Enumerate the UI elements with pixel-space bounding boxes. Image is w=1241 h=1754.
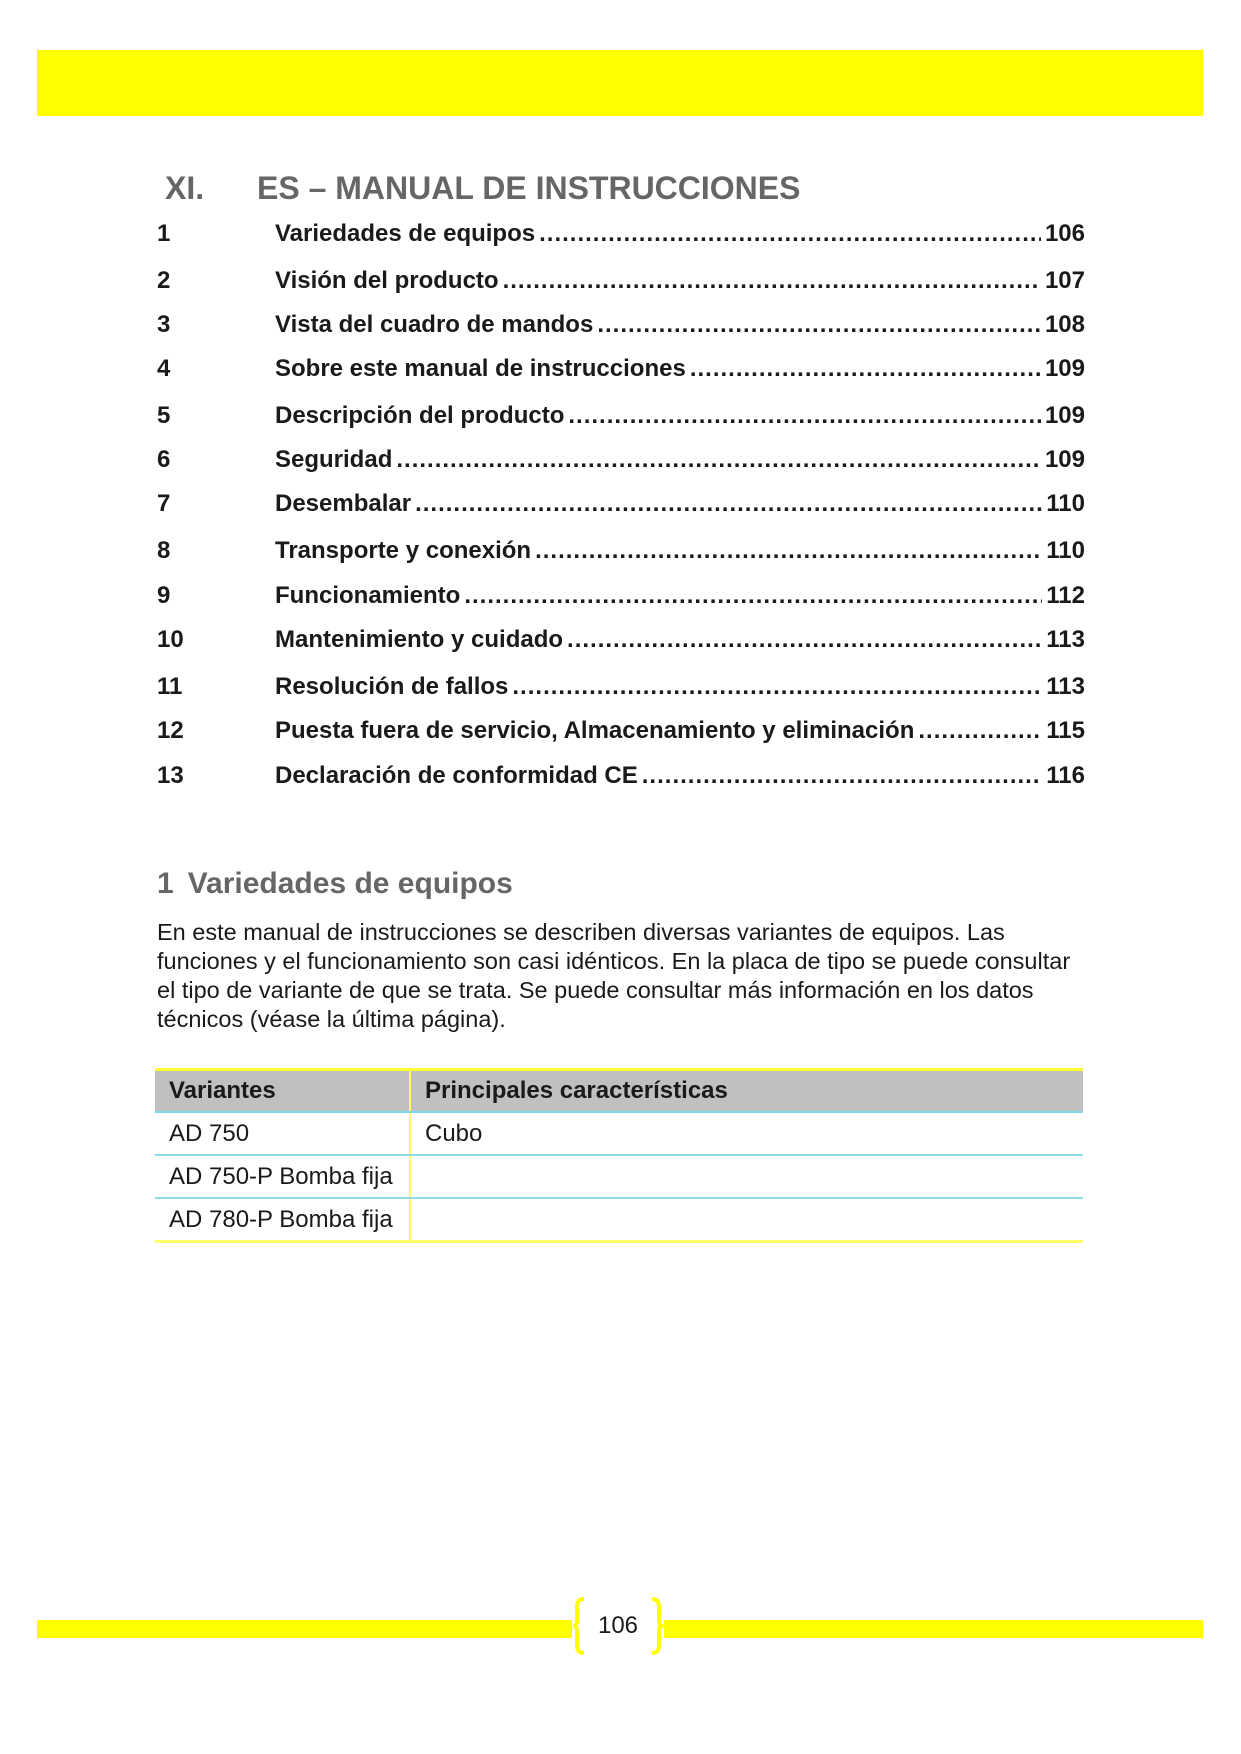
- toc-dot-leader: [597, 311, 1041, 339]
- toc-entry-title: Seguridad: [275, 446, 393, 473]
- toc-dot-leader: [642, 762, 1043, 790]
- variants-table: [155, 1068, 1083, 1243]
- toc-entry[interactable]: [157, 717, 1085, 747]
- right-brace-icon: [650, 1597, 664, 1655]
- toc-entry-number: 5: [157, 402, 171, 429]
- toc-entry-title: Vista del cuadro de mandos: [275, 311, 594, 338]
- section-heading: [157, 867, 513, 901]
- toc-entry-page: 112: [1046, 582, 1085, 609]
- toc-entry-page: 109: [1044, 402, 1085, 429]
- toc-entry-title: Transporte y conexión: [275, 537, 532, 564]
- toc-entry-number: 10: [157, 626, 184, 653]
- toc-dot-leader: [535, 537, 1042, 565]
- toc-entry[interactable]: [157, 267, 1085, 297]
- table-row: [155, 1112, 1083, 1155]
- toc-entry-title: Puesta fuera de servicio, Almacenamiento y eliminación: [275, 717, 915, 744]
- toc-dot-leader: [503, 267, 1041, 295]
- chapter-heading: [165, 170, 800, 207]
- toc-entry-title: Variedades de equipos: [275, 220, 536, 247]
- toc-entry-number: 4: [157, 355, 171, 382]
- toc-dot-leader: [415, 490, 1042, 518]
- chapter-number: XI.: [165, 170, 205, 206]
- table-row: [155, 1198, 1083, 1242]
- toc-entry[interactable]: [157, 220, 1085, 250]
- section-title: Variedades de equipos: [187, 867, 513, 900]
- toc-entry-number: 8: [157, 537, 171, 564]
- table-header-variantes: Variantes: [155, 1070, 410, 1113]
- left-brace-icon: [572, 1597, 586, 1655]
- toc-entry[interactable]: [157, 537, 1085, 567]
- toc-entry-title: Declaración de conformidad CE: [275, 762, 638, 789]
- toc-entry-page: 110: [1046, 490, 1085, 517]
- table-cell-feature: Cubo: [410, 1112, 1083, 1155]
- table-cell-feature: [410, 1198, 1083, 1242]
- toc-entry[interactable]: [157, 311, 1085, 341]
- toc-entry-title: Desembalar: [275, 490, 412, 517]
- toc-entry-number: 11: [157, 673, 183, 700]
- toc-entry-title: Sobre este manual de instrucciones: [275, 355, 686, 382]
- table-header-caracteristicas: Principales características: [410, 1070, 1083, 1113]
- toc-entry-title: Descripción del producto: [275, 402, 565, 429]
- table-header-row: [155, 1070, 1083, 1113]
- table-cell-feature: [410, 1155, 1083, 1198]
- toc-dot-leader: [464, 582, 1042, 610]
- toc-entry-title: Visión del producto: [275, 267, 499, 294]
- toc-dot-leader: [567, 626, 1042, 654]
- toc-entry-page: 108: [1044, 311, 1085, 338]
- toc-entry-number: 2: [157, 267, 171, 294]
- toc-entry[interactable]: [157, 626, 1085, 656]
- toc-entry-number: 12: [157, 717, 184, 744]
- toc-dot-leader: [918, 717, 1042, 745]
- page-number-box: [572, 1597, 664, 1655]
- toc-entry-page: 106: [1044, 220, 1085, 247]
- chapter-title: ES – MANUAL DE INSTRUCCIONES: [257, 170, 801, 206]
- toc-entry[interactable]: [157, 446, 1085, 476]
- toc-entry-page: 113: [1046, 626, 1085, 653]
- toc-dot-leader: [690, 355, 1041, 383]
- toc-entry[interactable]: [157, 402, 1085, 432]
- toc-entry-title: Mantenimiento y cuidado: [275, 626, 564, 653]
- section-number: 1: [157, 867, 174, 900]
- toc-entry-page: 115: [1046, 717, 1085, 744]
- toc-entry-number: 1: [157, 220, 171, 247]
- toc-entry-title: Resolución de fallos: [275, 673, 509, 700]
- toc-dot-leader: [568, 402, 1041, 430]
- toc-entry[interactable]: [157, 355, 1085, 385]
- section-paragraph: En este manual de instrucciones se describen diversas variantes de equipos. Las funciones y el funcionamiento son casi idénticos. En la placa de tipo se puede consultar el tipo de variante de que se trata. Se puede consultar más información en los datos técnicos (véase la última página).: [157, 919, 1071, 1032]
- table-row: [155, 1155, 1083, 1198]
- table-cell-variant: AD 750: [155, 1112, 410, 1155]
- toc-dot-leader: [539, 220, 1041, 248]
- toc-entry-page: 107: [1044, 267, 1085, 294]
- toc-dot-leader: [512, 673, 1042, 701]
- toc-entry-number: 7: [157, 490, 171, 517]
- toc-dot-leader: [396, 446, 1041, 474]
- table-cell-variant: AD 780-P Bomba fija: [155, 1198, 410, 1242]
- toc-entry[interactable]: [157, 673, 1085, 703]
- toc-entry[interactable]: [157, 762, 1085, 792]
- toc-entry[interactable]: [157, 490, 1085, 520]
- toc-entry-page: 113: [1046, 673, 1085, 700]
- toc-entry-number: 13: [157, 762, 184, 789]
- toc-entry-number: 9: [157, 582, 171, 609]
- toc-entry-page: 109: [1044, 446, 1085, 473]
- toc-entry-page: 116: [1046, 762, 1085, 789]
- toc-entry-number: 6: [157, 446, 171, 473]
- table-cell-variant: AD 750-P Bomba fija: [155, 1155, 410, 1198]
- toc-entry-page: 109: [1044, 355, 1085, 382]
- toc-entry-page: 110: [1046, 537, 1085, 564]
- top-yellow-bar: [37, 50, 1203, 116]
- page-number: 106: [597, 1612, 639, 1639]
- toc-entry-title: Funcionamiento: [275, 582, 461, 609]
- toc-entry[interactable]: [157, 582, 1085, 612]
- toc-entry-number: 3: [157, 311, 171, 338]
